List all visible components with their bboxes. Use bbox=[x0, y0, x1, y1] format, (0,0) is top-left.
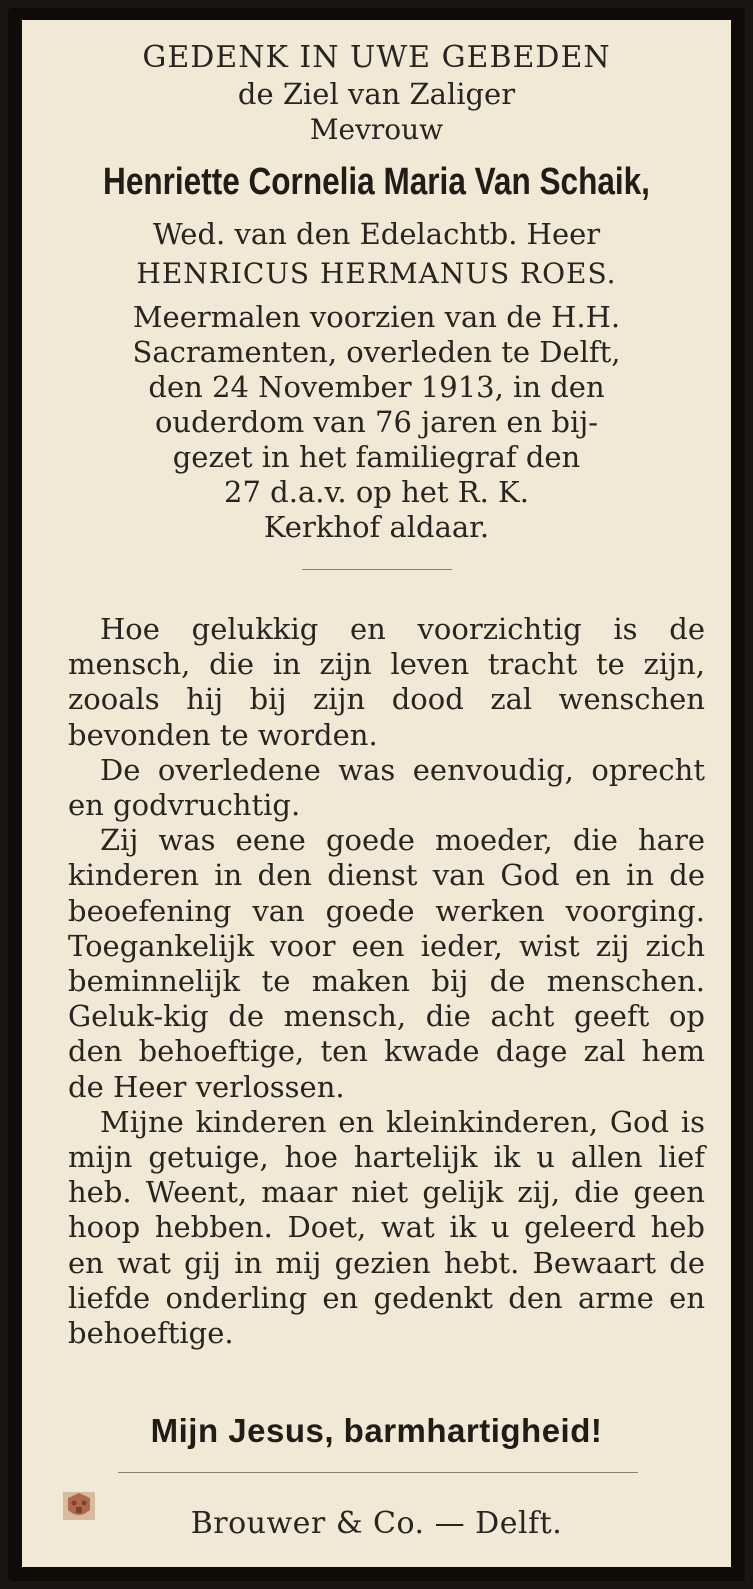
card-paper bbox=[22, 20, 731, 1567]
body-paragraph: De overledene was eenvoudig, oprecht en godvruchtig. bbox=[68, 752, 705, 823]
widow-of-line: Wed. van den Edelachtb. Heer bbox=[152, 217, 601, 251]
closing-prayer: Mijn Jesus, barmhartigheid! bbox=[150, 1412, 603, 1449]
card-body bbox=[68, 612, 705, 1351]
details-line: ouderdom van 76 jaren en bij- bbox=[154, 405, 599, 439]
body-paragraph: Mijne kinderen en kleinkinderen, God is mijn getuige, hoe hartelijk ik u allen lief heb. Weent, maar niet gelijk zij, die geen hoop hebben. Doet, wat ik u geleerd heb en wat gij in mij gezien hebt. Bewaart de liefde onderling en gedenkt den arme en behoeftige. bbox=[68, 1104, 705, 1351]
divider bbox=[118, 1472, 638, 1473]
details-line: 27 d.a.v. op het R. K. bbox=[224, 475, 529, 509]
mourning-card bbox=[8, 8, 745, 1581]
heading-line-1: GEDENK IN UWE GEBEDEN bbox=[142, 40, 611, 75]
heading-line-3: Mevrouw bbox=[309, 113, 444, 146]
details-line: den 24 November 1913, in den bbox=[148, 370, 605, 404]
divider bbox=[302, 569, 452, 570]
body-paragraph: Zij was eene goede moeder, die hare kinderen in den dienst van God en in de beoefening van goede werken voorging. Toegankelijk voor een ieder, wist zij zich beminnelijk te maken bij de menschen. Geluk-kig de mensch, die acht geeft op den behoeftige, ten kwade dage zal hem de Heer verlossen. bbox=[68, 823, 705, 1104]
card-header bbox=[22, 40, 731, 570]
heading-line-2: de Ziel van Zaliger bbox=[237, 77, 516, 111]
details-line: Meermalen voorzien van de H.H. bbox=[132, 300, 621, 334]
details-line: gezet in het familiegraf den bbox=[172, 440, 581, 474]
printer-imprint: Brouwer & Co. — Delft. bbox=[190, 1506, 563, 1541]
details-line: Kerkhof aldaar. bbox=[263, 510, 490, 544]
husband-name: HENRICUS HERMANUS ROES. bbox=[136, 257, 617, 290]
body-paragraph: Hoe gelukkig en voorzichtig is de mensch, die in zijn leven tracht te zijn, zooals hij bij zijn dood zal wenschen bevonden te worden. bbox=[68, 612, 705, 752]
details-line: Sacramenten, overleden te Delft, bbox=[132, 335, 621, 369]
deceased-name: Henriette Cornelia Maria Van Schaik, bbox=[103, 161, 650, 203]
death-details bbox=[22, 300, 731, 545]
